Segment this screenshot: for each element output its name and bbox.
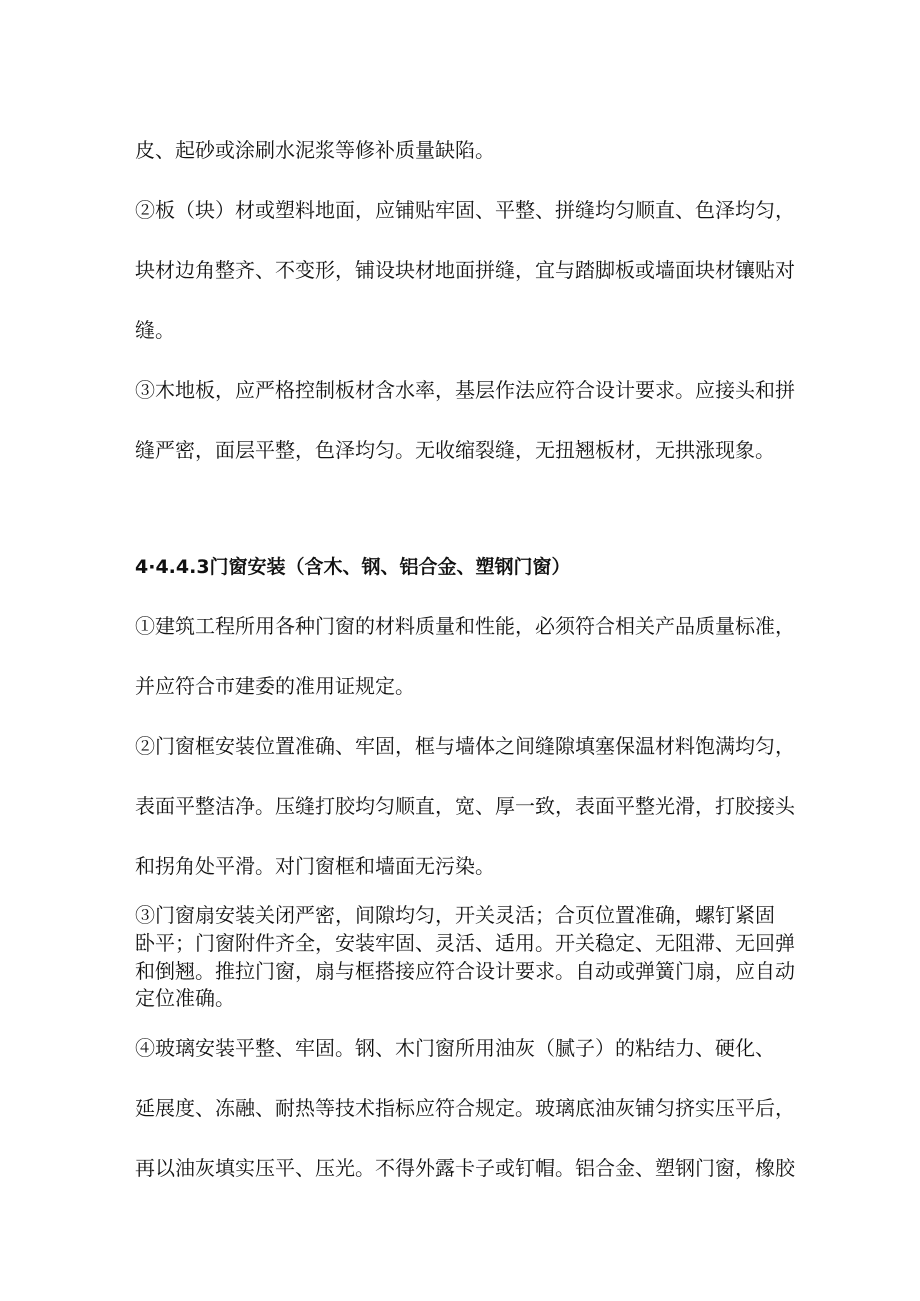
- text-line: ③门窗扇安装关闭严密，间隙均匀，开关灵活；合页位置准确，螺钉紧固: [135, 903, 775, 927]
- text-line: 皮、起砂或涂刷水泥浆等修补质量缺陷。: [135, 138, 495, 162]
- text-line: 再以油灰填实压平、压光。不得外露卡子或钉帽。铝合金、塑钢门窗，橡胶: [135, 1156, 795, 1180]
- text-line: 延展度、冻融、耐热等技术指标应符合规定。玻璃底油灰铺匀挤实压平后，: [135, 1096, 795, 1120]
- text-line: ②门窗框安装位置准确、牢固，框与墙体之间缝隙填塞保温材料饱满均匀，: [135, 734, 795, 758]
- text-line: ③木地板，应严格控制板材含水率，基层作法应符合设计要求。应接头和拼: [135, 378, 795, 402]
- text-line: 和拐角处平滑。对门窗框和墙面无污染。: [135, 854, 495, 878]
- text-line: ①建筑工程所用各种门窗的材料质量和性能，必须符合相关产品质量标准，: [135, 614, 795, 638]
- text-line: 和倒翘。推拉门窗，扇与框搭接应符合设计要求。自动或弹簧门扇，应自动: [135, 959, 795, 983]
- text-line: 缝严密，面层平整，色泽均匀。无收缩裂缝，无扭翘板材，无拱涨现象。: [135, 438, 775, 462]
- text-line: 并应符合市建委的准用证规定。: [135, 674, 415, 698]
- text-line: 块材边角整齐、不变形，铺设块材地面拼缝，宜与踏脚板或墙面块材镶贴对: [135, 258, 795, 282]
- text-line: ④玻璃安装平整、牢固。钢、木门窗所用油灰（腻子）的粘结力、硬化、: [135, 1036, 775, 1060]
- text-line: 缝。: [135, 318, 175, 342]
- text-line: 卧平；门窗附件齐全，安装牢固、灵活、适用。开关稳定、无阻滞、无回弹: [135, 931, 795, 955]
- text-line: 表面平整洁净。压缝打胶均匀顺直，宽、厚一致，表面平整光滑，打胶接头: [135, 794, 795, 818]
- text-line: 定位准确。: [135, 986, 235, 1010]
- text-line: ②板（块）材或塑料地面，应铺贴牢固、平整、拼缝均匀顺直、色泽均匀，: [135, 198, 795, 222]
- section-heading: 4·4.4.3门窗安装（含木、钢、铝合金、塑钢门窗）: [135, 556, 571, 578]
